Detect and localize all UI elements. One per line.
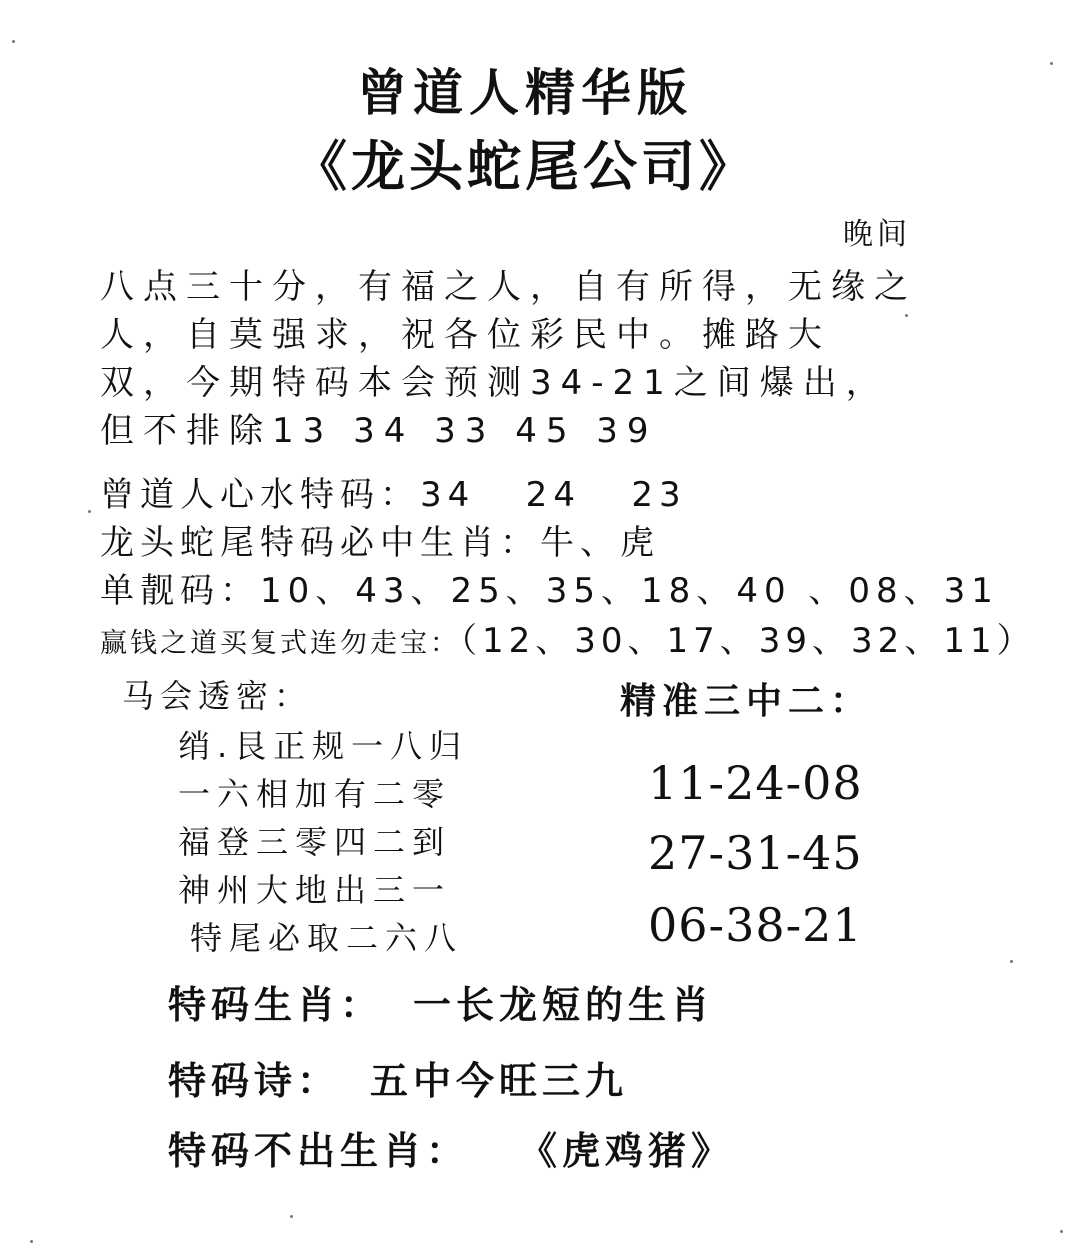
time-label: 晚间 [843,217,911,252]
accurate-combo-1: 11-24-08 [648,756,863,810]
special-poem-label: 特码诗： [168,1059,341,1103]
combo-bet-line [100,621,1036,661]
single-code-values: 10、43、25、35、18、40 、08、31 [260,571,999,611]
intro-line-3: 双，今期特码本会预测34-21之间爆出， [100,363,889,403]
poem-line-1: 绡.艮正规一八归 [178,727,469,765]
single-code-label: 单靓码： [100,571,260,611]
excluded-zodiac-line [168,1129,735,1173]
document-subtitle: 《龙头蛇尾公司》 [293,135,757,198]
document-title: 曾道人精华版 [357,64,693,122]
tips-label: 马会透密： [122,677,313,715]
heart-code-values: 34 24 23 [420,475,687,515]
intro-line-2: 人，自莫强求，祝各位彩民中。摊路大 [100,315,831,355]
scan-speck [30,1240,33,1243]
scan-speck [12,40,15,43]
heart-code-label: 曾道人心水特码： [100,475,420,515]
excluded-zodiac-value: 《虎鸡猪》 [519,1129,735,1173]
zodiac-line: 龙头蛇尾特码必中生肖：牛、虎 [100,523,660,563]
scan-speck [905,314,908,317]
special-zodiac-label: 特码生肖： [168,983,384,1027]
scan-speck [290,1215,293,1218]
heart-code-line [100,475,687,515]
combo-bet-values: （12、30、17、39、32、11） [460,621,1036,661]
special-zodiac-line [168,983,715,1027]
accurate-combo-2: 27-31-45 [648,826,863,880]
special-zodiac-value: 一长龙短的生肖 [413,983,715,1027]
intro-line-4: 但不排除13 34 33 45 39 [100,411,658,451]
poem-line-4: 神州大地出三一 [178,871,452,909]
intro-line-1: 八点三十分，有福之人，自有所得，无缘之 [100,267,917,307]
excluded-zodiac-label: 特码不出生肖： [168,1129,470,1173]
poem-line-3: 福登三零四二到 [178,823,452,861]
single-code-line [100,571,999,611]
poem-line-5: 特尾必取二六八 [190,919,464,957]
scan-speck [88,510,91,513]
scan-speck [1060,1230,1063,1233]
accurate-combo-3: 06-38-21 [648,898,863,952]
combo-bet-label: 赢钱之道买复式连勿走宝： [100,628,460,659]
poem-line-2: 一六相加有二零 [178,775,452,813]
scan-speck [1050,62,1053,65]
scan-speck [1010,960,1013,963]
accurate-label: 精准三中二： [620,681,873,722]
special-poem-value: 五中今旺三九 [370,1059,629,1103]
special-poem-line [168,1059,629,1103]
